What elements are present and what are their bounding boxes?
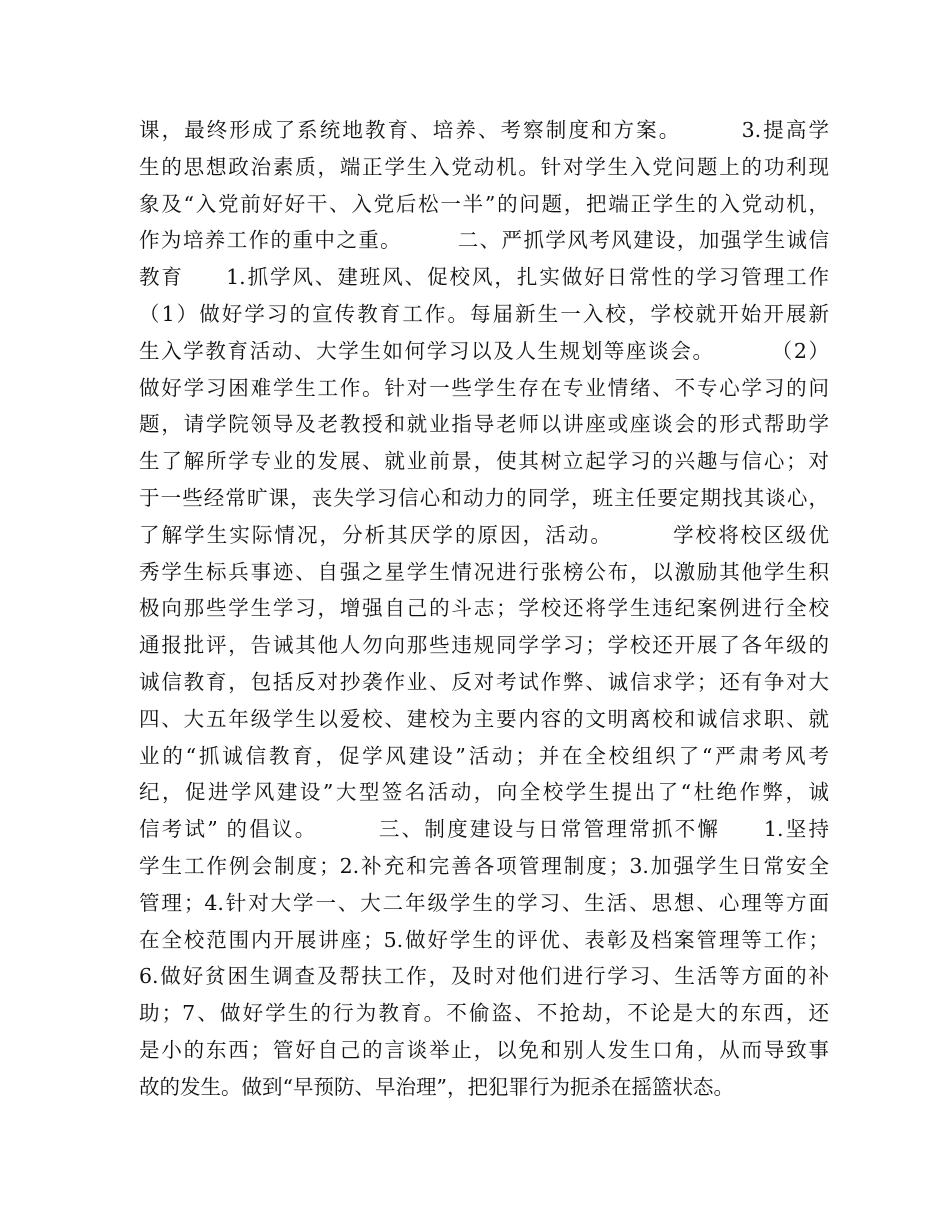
- text-line: （1）做好学习的宣传教育工作。每届新生一入校，学校就开始开展新: [139, 301, 829, 326]
- text-line: 做好学习困难学生工作。针对一些学生存在专业情绪、不专心学习的问: [139, 375, 829, 400]
- text-line: 生的思想政治素质，端正学生入党动机。针对学生入党问题上的功利现: [139, 154, 829, 179]
- text-line: 于一些经常旷课，丧失学习信心和动力的同学，班主任要定期找其谈心，: [139, 485, 829, 510]
- text-line: 四、大五年级学生以爱校、建校为主要内容的文明离校和诚信求职、就: [139, 706, 829, 731]
- text-line: 生入学教育活动、大学生如何学习以及人生规划等座谈会。 （2）: [139, 338, 829, 363]
- text-line: 秀学生标兵事迹、自强之星学生情况进行张榜公布，以激励其他学生积: [139, 559, 829, 584]
- text-line: 管理；4.针对大学一、大二年级学生的学习、生活、思想、心理等方面: [139, 890, 829, 915]
- text-line: 是小的东西；管好自己的言谈举止，以免和别人发生口角，从而导致事: [139, 1037, 829, 1062]
- text-line: 故的发生。做到“早预防、早治理”，把犯罪行为扼杀在摇篮状态。: [139, 1074, 734, 1099]
- text-line: 助；7、做好学生的行为教育。不偷盗、不抢劫，不论是大的东西，还: [139, 1001, 829, 1026]
- text-line: 题，请学院领导及老教授和就业指导老师以讲座或座谈会的形式帮助学: [139, 412, 829, 437]
- text-line: 6.做好贫困生调查及帮扶工作，及时对他们进行学习、生活等方面的补: [139, 964, 829, 989]
- text-line: 通报批评，告诫其他人勿向那些违规同学学习；学校还开展了各年级的: [139, 633, 829, 658]
- text-line: 生了解所学专业的发展、就业前景，使其树立起学习的兴趣与信心；对: [139, 449, 829, 474]
- text-line: 在全校范围内开展讲座；5.做好学生的评优、表彰及档案管理等工作；: [139, 927, 829, 952]
- text-line: 作为培养工作的重中之重。 二、严抓学风考风建设，加强学生诚信: [139, 228, 829, 253]
- text-line: 纪，促进学风建设”大型签名活动，向全校学生提出了“杜绝作弊，诚: [139, 780, 829, 805]
- text-line: 信考试” 的倡议。 三、制度建设与日常管理常抓不懈 1.坚持: [139, 817, 829, 842]
- text-line: 学生工作例会制度；2.补充和完善各项管理制度；3.加强学生日常安全: [139, 853, 829, 878]
- text-line: 象及“入党前好好干、入党后松一半”的问题，把端正学生的入党动机，: [139, 191, 829, 216]
- text-line: 诚信教育，包括反对抄袭作业、反对考试作弊、诚信求学；还有争对大: [139, 669, 829, 694]
- text-line: 极向那些学生学习，增强自己的斗志；学校还将学生违纪案例进行全校: [139, 596, 829, 621]
- text-line: 课，最终形成了系统地教育、培养、考察制度和方案。 3.提高学: [139, 118, 829, 142]
- text-line: 了解学生实际情况，分析其厌学的原因，活动。 学校将校区级优: [139, 522, 829, 547]
- body-text: [139, 112, 829, 1106]
- text-line: 教育 1.抓学风、建班风、促校风，扎实做好日常性的学习管理工作: [139, 265, 829, 290]
- text-line: 业的“抓诚信教育，促学风建设”活动；并在全校组织了“严肃考风考: [139, 743, 829, 768]
